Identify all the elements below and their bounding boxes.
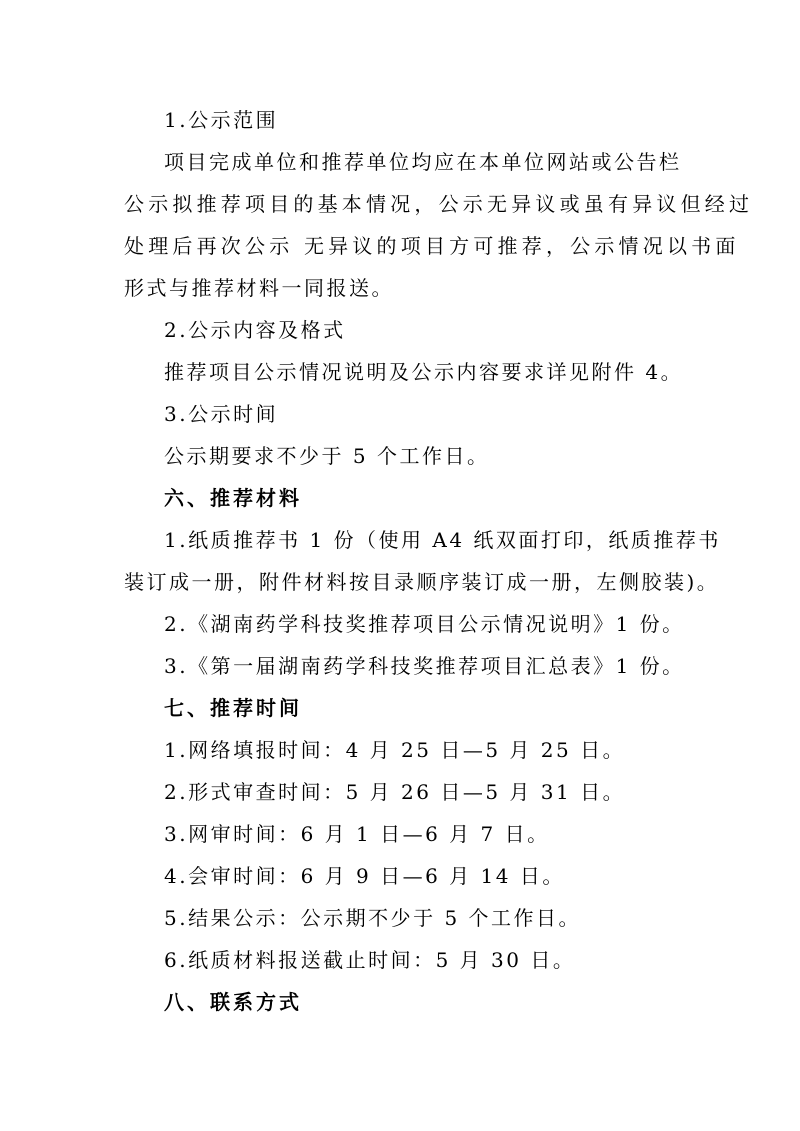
list-item: 2.《湖南药学科技奖推荐项目公示情况说明》1 份。 (164, 612, 685, 636)
section-heading-materials: 六、推荐材料 (164, 486, 302, 510)
list-item: 6.纸质材料报送截止时间：5 月 30 日。 (164, 948, 576, 972)
list-item: 3.《第一届湖南药学科技奖推荐项目汇总表》1 份。 (164, 654, 685, 678)
section-heading-schedule: 七、推荐时间 (164, 696, 302, 720)
paragraph-line: 公示拟推荐项目的基本情况，公示无异议或虽有异议但经过 (124, 192, 754, 216)
paragraph-line: 公示期要求不少于 5 个工作日。 (164, 444, 490, 468)
list-item-continuation: 装订成一册，附件材料按目录顺序装订成一册，左侧胶装)。 (124, 570, 720, 594)
section-heading-contact: 八、联系方式 (164, 990, 302, 1014)
list-item: 3.网审时间：6 月 1 日—6 月 7 日。 (164, 822, 550, 846)
list-item: 5.结果公示：公示期不少于 5 个工作日。 (164, 906, 582, 930)
subsection-title-content-format: 2.公示内容及格式 (164, 318, 346, 342)
paragraph-line: 形式与推荐材料一同报送。 (124, 276, 394, 300)
list-item: 4.会审时间：6 月 9 日—6 月 14 日。 (164, 864, 565, 888)
paragraph-line: 项目完成单位和推荐单位均应在本单位网站或公告栏 (164, 150, 682, 174)
paragraph-line: 处理后再次公示 无异议的项目方可推荐，公示情况以书面 (124, 234, 740, 258)
list-item: 1.纸质推荐书 1 份（使用 A4 纸双面打印，纸质推荐书 (164, 528, 721, 552)
paragraph-line: 推荐项目公示情况说明及公示内容要求详见附件 4。 (164, 360, 684, 384)
subsection-title-time: 3.公示时间 (164, 402, 279, 426)
list-item: 1.网络填报时间：4 月 25 日—5 月 25 日。 (164, 738, 626, 762)
list-item: 2.形式审查时间：5 月 26 日—5 月 31 日。 (164, 780, 626, 804)
subsection-title-scope: 1.公示范围 (164, 108, 279, 132)
